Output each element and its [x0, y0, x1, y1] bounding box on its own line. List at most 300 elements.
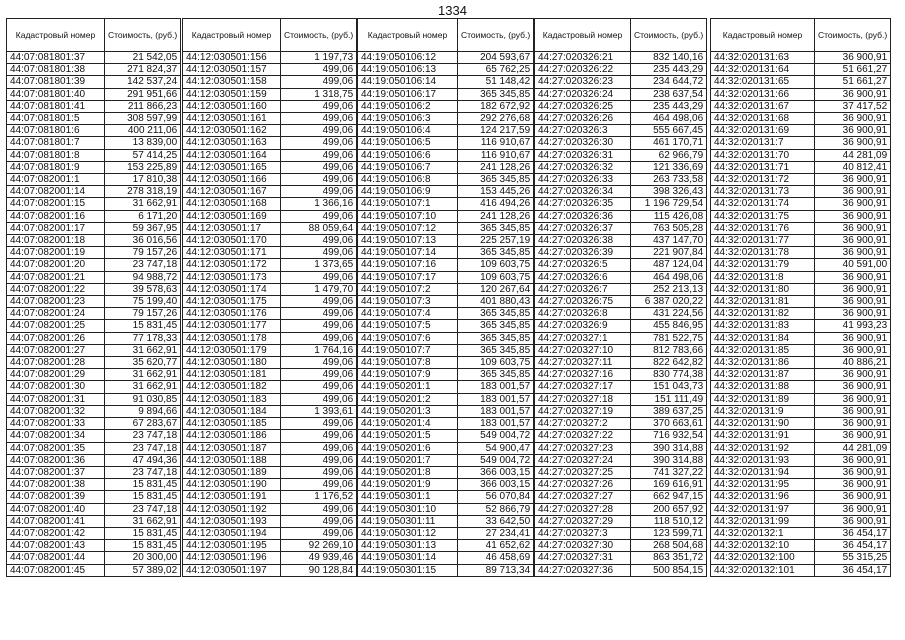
- cadastral-number-cell: 44:07:082001:20: [7, 259, 105, 271]
- cadastral-number-cell: 44:07:082001:45: [7, 564, 105, 576]
- cadastral-number-cell: 44:19:050201:7: [358, 454, 458, 466]
- table-row: [183, 430, 357, 442]
- cost-cell: 94 988,72: [105, 271, 181, 283]
- table-row: [358, 271, 534, 283]
- cadastral-number-cell: 44:12:030501:180: [183, 357, 281, 369]
- table-row: [183, 369, 357, 381]
- cost-cell: 36 900,91: [815, 491, 891, 503]
- cost-cell: 499,06: [281, 515, 357, 527]
- cadastral-number-cell: 44:27:020326:39: [535, 247, 631, 259]
- table-row: [7, 174, 181, 186]
- table-row: [358, 259, 534, 271]
- cadastral-number-cell: 44:32:020131:70: [711, 149, 815, 161]
- cadastral-number-cell: 44:32:020131:92: [711, 442, 815, 454]
- cadastral-number-cell: 44:12:030501:197: [183, 564, 281, 576]
- table-row: [535, 283, 707, 295]
- cadastral-number-cell: 44:19:050107:9: [358, 369, 458, 381]
- table-row: [358, 137, 534, 149]
- table-row: [7, 259, 181, 271]
- table-row: [358, 88, 534, 100]
- cadastral-number-cell: 44:32:020131:8: [711, 271, 815, 283]
- cost-cell: 36 900,91: [815, 283, 891, 295]
- cost-cell: 464 498,06: [631, 271, 707, 283]
- cost-cell: 499,06: [281, 149, 357, 161]
- cadastral-number-cell: 44:32:020131:96: [711, 491, 815, 503]
- table-row: [7, 100, 181, 112]
- cadastral-number-cell: 44:27:020326:24: [535, 88, 631, 100]
- table-row: [183, 125, 357, 137]
- cadastral-table: [182, 18, 357, 577]
- cost-cell: 499,06: [281, 442, 357, 454]
- cost-cell: 499,06: [281, 247, 357, 259]
- table-row: [711, 320, 891, 332]
- table-row: [183, 161, 357, 173]
- cadastral-number-cell: 44:19:050106:9: [358, 186, 458, 198]
- cadastral-number-cell: 44:12:030501:176: [183, 308, 281, 320]
- table-row: [358, 344, 534, 356]
- cost-cell: 499,06: [281, 174, 357, 186]
- cost-cell: 234 644,72: [631, 76, 707, 88]
- table-row: [535, 430, 707, 442]
- table-row: [183, 381, 357, 393]
- table-row: [7, 540, 181, 552]
- table-row: [7, 210, 181, 222]
- cost-cell: 6 387 020,22: [631, 296, 707, 308]
- cost-cell: 31 662,91: [105, 344, 181, 356]
- cost-cell: 33 642,50: [458, 515, 534, 527]
- cost-cell: 278 318,19: [105, 186, 181, 198]
- cost-cell: 36 900,91: [815, 369, 891, 381]
- cost-cell: 235 443,29: [631, 64, 707, 76]
- cost-cell: 23 747,18: [105, 430, 181, 442]
- table-row: [358, 393, 534, 405]
- cadastral-number-cell: 44:07:081801:41: [7, 100, 105, 112]
- cost-cell: 390 314,88: [631, 442, 707, 454]
- table-row: [7, 418, 181, 430]
- cost-cell: 499,06: [281, 186, 357, 198]
- cost-cell: 499,06: [281, 125, 357, 137]
- cadastral-number-cell: 44:19:050106:5: [358, 137, 458, 149]
- cost-cell: 499,06: [281, 503, 357, 515]
- cadastral-number-cell: 44:27:020326:6: [535, 271, 631, 283]
- table-row: [183, 174, 357, 186]
- cadastral-number-cell: 44:27:020327:2: [535, 418, 631, 430]
- cost-cell: 365 345,85: [458, 332, 534, 344]
- cost-cell: 27 234,41: [458, 527, 534, 539]
- cost-cell: 365 345,85: [458, 320, 534, 332]
- cost-cell: 36 900,91: [815, 186, 891, 198]
- cost-cell: 263 733,58: [631, 174, 707, 186]
- cadastral-number-cell: 44:27:020327:24: [535, 454, 631, 466]
- table-row: [358, 442, 534, 454]
- cost-cell: 1 479,70: [281, 283, 357, 295]
- cost-cell: 151 043,73: [631, 381, 707, 393]
- table-row: [535, 113, 707, 125]
- cost-cell: 9 894,66: [105, 405, 181, 417]
- table-row: [711, 125, 891, 137]
- cadastral-number-cell: 44:19:050201:3: [358, 405, 458, 417]
- table-row: [183, 503, 357, 515]
- cost-cell: 36 016,56: [105, 235, 181, 247]
- cost-cell: 36 900,91: [815, 344, 891, 356]
- cost-cell: 499,06: [281, 454, 357, 466]
- table-row: [183, 283, 357, 295]
- cadastral-number-cell: 44:07:082001:34: [7, 430, 105, 442]
- table-row: [358, 283, 534, 295]
- cost-cell: 1 373,65: [281, 259, 357, 271]
- table-row: [358, 64, 534, 76]
- table-row: [358, 174, 534, 186]
- cadastral-number-cell: 44:07:081801:6: [7, 125, 105, 137]
- table-row: [183, 186, 357, 198]
- table-column-4: [534, 18, 707, 577]
- table-row: [183, 357, 357, 369]
- table-row: [711, 64, 891, 76]
- table-row: [183, 454, 357, 466]
- cadastral-number-cell: 44:07:082001:42: [7, 527, 105, 539]
- table-row: [535, 357, 707, 369]
- cadastral-number-cell: 44:12:030501:183: [183, 393, 281, 405]
- table-row: [7, 454, 181, 466]
- cadastral-number-cell: 44:12:030501:17: [183, 222, 281, 234]
- cadastral-number-cell: 44:32:020131:76: [711, 222, 815, 234]
- table-row: [7, 113, 181, 125]
- table-row: [711, 442, 891, 454]
- cost-cell: 51 661,27: [815, 64, 891, 76]
- table-row: [183, 113, 357, 125]
- cost-cell: 499,06: [281, 210, 357, 222]
- table-row: [7, 479, 181, 491]
- cost-cell: 36 454,17: [815, 527, 891, 539]
- table-row: [535, 466, 707, 478]
- table-row: [183, 393, 357, 405]
- cost-cell: 36 900,91: [815, 198, 891, 210]
- table-row: [358, 76, 534, 88]
- cadastral-number-cell: 44:27:020327:19: [535, 405, 631, 417]
- table-row: [358, 308, 534, 320]
- cost-cell: 401 880,43: [458, 296, 534, 308]
- cadastral-number-cell: 44:07:081801:37: [7, 52, 105, 64]
- cost-cell: 49 939,46: [281, 552, 357, 564]
- table-row: [358, 430, 534, 442]
- cadastral-number-cell: 44:27:020327:29: [535, 515, 631, 527]
- cadastral-number-cell: 44:27:020326:35: [535, 198, 631, 210]
- table-row: [183, 198, 357, 210]
- table-row: [535, 442, 707, 454]
- cadastral-number-cell: 44:32:020131:89: [711, 393, 815, 405]
- table-row: [183, 64, 357, 76]
- cost-cell: 365 345,85: [458, 222, 534, 234]
- cadastral-number-cell: 44:07:082001:28: [7, 357, 105, 369]
- cost-cell: 40 591,00: [815, 259, 891, 271]
- table-row: [183, 88, 357, 100]
- cost-cell: 31 662,91: [105, 198, 181, 210]
- cadastral-number-cell: 44:27:020327:22: [535, 430, 631, 442]
- cadastral-number-cell: 44:19:050201:2: [358, 393, 458, 405]
- table-row: [535, 540, 707, 552]
- cadastral-number-cell: 44:12:030501:191: [183, 491, 281, 503]
- cost-cell: 153 445,26: [458, 186, 534, 198]
- cadastral-number-cell: 44:19:050106:8: [358, 174, 458, 186]
- cost-cell: 235 443,29: [631, 100, 707, 112]
- table-row: [535, 405, 707, 417]
- table-row: [711, 418, 891, 430]
- cadastral-number-cell: 44:32:020131:88: [711, 381, 815, 393]
- cadastral-number-cell: 44:32:020131:65: [711, 76, 815, 88]
- cadastral-number-cell: 44:07:082001:41: [7, 515, 105, 527]
- cost-cell: 57 389,02: [105, 564, 181, 576]
- table-row: [183, 222, 357, 234]
- cadastral-number-cell: 44:07:082001:36: [7, 454, 105, 466]
- table-row: [358, 381, 534, 393]
- table-column-1: [6, 18, 181, 577]
- table-row: [183, 52, 357, 64]
- cost-cell: 499,06: [281, 308, 357, 320]
- cadastral-number-cell: 44:27:020326:21: [535, 52, 631, 64]
- cost-cell: 21 542,05: [105, 52, 181, 64]
- cadastral-number-cell: 44:32:020131:9: [711, 405, 815, 417]
- cost-cell: 44 281,09: [815, 149, 891, 161]
- table-row: [711, 271, 891, 283]
- cadastral-table: [710, 18, 891, 577]
- cost-cell: 55 315,25: [815, 552, 891, 564]
- cadastral-number-cell: 44:07:082001:29: [7, 369, 105, 381]
- cadastral-number-cell: 44:32:020131:78: [711, 247, 815, 259]
- cadastral-number-cell: 44:12:030501:193: [183, 515, 281, 527]
- table-row: [711, 283, 891, 295]
- table-row: [535, 64, 707, 76]
- table-row: [535, 320, 707, 332]
- table-row: [711, 503, 891, 515]
- table-row: [711, 247, 891, 259]
- cadastral-number-cell: 44:27:020327:31: [535, 552, 631, 564]
- header-cadastral-number: Кадастровый номер: [358, 19, 458, 52]
- cost-cell: 1 764,16: [281, 344, 357, 356]
- table-row: [7, 198, 181, 210]
- table-column-2: [182, 18, 357, 577]
- table-row: [7, 515, 181, 527]
- cadastral-number-cell: 44:32:020131:71: [711, 161, 815, 173]
- table-row: [711, 393, 891, 405]
- cost-cell: 499,06: [281, 393, 357, 405]
- cadastral-number-cell: 44:32:020131:93: [711, 454, 815, 466]
- cadastral-number-cell: 44:07:082001:17: [7, 222, 105, 234]
- cadastral-number-cell: 44:27:020326:7: [535, 283, 631, 295]
- cadastral-number-cell: 44:07:082001:1: [7, 174, 105, 186]
- table-row: [535, 100, 707, 112]
- cadastral-number-cell: 44:07:082001:40: [7, 503, 105, 515]
- cost-cell: 365 345,85: [458, 308, 534, 320]
- header-cost: Стоимость, (руб.): [815, 19, 891, 52]
- cost-cell: 499,06: [281, 161, 357, 173]
- table-row: [535, 235, 707, 247]
- cost-cell: 20 300,00: [105, 552, 181, 564]
- cadastral-number-cell: 44:07:082001:35: [7, 442, 105, 454]
- table-row: [711, 186, 891, 198]
- table-row: [358, 247, 534, 259]
- cost-cell: 291 951,66: [105, 88, 181, 100]
- table-row: [535, 503, 707, 515]
- cadastral-number-cell: 44:32:020131:73: [711, 186, 815, 198]
- cost-cell: 77 178,33: [105, 332, 181, 344]
- cost-cell: 109 603,75: [458, 357, 534, 369]
- cadastral-table: [6, 18, 181, 577]
- table-row: [711, 430, 891, 442]
- table-row: [535, 259, 707, 271]
- cadastral-number-cell: 44:27:020327:11: [535, 357, 631, 369]
- table-row: [711, 454, 891, 466]
- cost-cell: 366 003,15: [458, 466, 534, 478]
- cadastral-number-cell: 44:07:082001:14: [7, 186, 105, 198]
- cadastral-number-cell: 44:07:081801:5: [7, 113, 105, 125]
- table-row: [535, 125, 707, 137]
- cadastral-number-cell: 44:07:082001:44: [7, 552, 105, 564]
- table-row: [358, 100, 534, 112]
- table-row: [711, 259, 891, 271]
- cost-cell: 15 831,45: [105, 320, 181, 332]
- table-row: [183, 149, 357, 161]
- cadastral-number-cell: 44:07:081801:39: [7, 76, 105, 88]
- cost-cell: 830 774,38: [631, 369, 707, 381]
- table-row: [535, 308, 707, 320]
- table-row: [711, 210, 891, 222]
- table-row: [711, 113, 891, 125]
- cost-cell: 365 345,85: [458, 174, 534, 186]
- cadastral-number-cell: 44:07:082001:23: [7, 296, 105, 308]
- table-row: [711, 479, 891, 491]
- table-row: [7, 64, 181, 76]
- cadastral-number-cell: 44:19:050201:6: [358, 442, 458, 454]
- cadastral-number-cell: 44:27:020326:31: [535, 149, 631, 161]
- header-cadastral-number: Кадастровый номер: [7, 19, 105, 52]
- cadastral-number-cell: 44:19:050107:1: [358, 198, 458, 210]
- cadastral-number-cell: 44:27:020326:36: [535, 210, 631, 222]
- cadastral-number-cell: 44:19:050301:13: [358, 540, 458, 552]
- cost-cell: 36 454,17: [815, 564, 891, 576]
- cadastral-number-cell: 44:19:050106:17: [358, 88, 458, 100]
- cost-cell: 92 269,10: [281, 540, 357, 552]
- table-row: [183, 308, 357, 320]
- cost-cell: 23 747,18: [105, 259, 181, 271]
- table-row: [711, 466, 891, 478]
- cadastral-number-cell: 44:12:030501:177: [183, 320, 281, 332]
- cost-cell: 365 345,85: [458, 369, 534, 381]
- table-row: [7, 137, 181, 149]
- table-row: [358, 454, 534, 466]
- cost-cell: 366 003,15: [458, 479, 534, 491]
- cost-cell: 36 900,91: [815, 418, 891, 430]
- cadastral-number-cell: 44:32:020131:67: [711, 100, 815, 112]
- cadastral-number-cell: 44:19:050107:14: [358, 247, 458, 259]
- cost-cell: 169 616,91: [631, 479, 707, 491]
- table-row: [358, 357, 534, 369]
- cadastral-number-cell: 44:32:020131:97: [711, 503, 815, 515]
- table-row: [535, 418, 707, 430]
- table-row: [7, 357, 181, 369]
- table-row: [535, 186, 707, 198]
- cost-cell: 1 393,61: [281, 405, 357, 417]
- table-row: [183, 235, 357, 247]
- table-row: [183, 527, 357, 539]
- cadastral-number-cell: 44:12:030501:168: [183, 198, 281, 210]
- table-row: [7, 320, 181, 332]
- cadastral-number-cell: 44:19:050107:7: [358, 344, 458, 356]
- cadastral-number-cell: 44:19:050201:5: [358, 430, 458, 442]
- cost-cell: 431 224,56: [631, 308, 707, 320]
- cadastral-number-cell: 44:19:050107:17: [358, 271, 458, 283]
- cadastral-number-cell: 44:27:020327:28: [535, 503, 631, 515]
- cost-cell: 400 211,06: [105, 125, 181, 137]
- cadastral-number-cell: 44:27:020326:30: [535, 137, 631, 149]
- cadastral-number-cell: 44:07:082001:37: [7, 466, 105, 478]
- table-header-row: [183, 19, 357, 52]
- cadastral-number-cell: 44:27:020327:27: [535, 491, 631, 503]
- table-row: [711, 369, 891, 381]
- cost-cell: 15 831,45: [105, 491, 181, 503]
- cost-cell: 46 458,69: [458, 552, 534, 564]
- table-row: [358, 466, 534, 478]
- table-row: [358, 540, 534, 552]
- cadastral-number-cell: 44:07:082001:32: [7, 405, 105, 417]
- cadastral-number-cell: 44:32:020132:100: [711, 552, 815, 564]
- cadastral-number-cell: 44:07:082001:26: [7, 332, 105, 344]
- cadastral-number-cell: 44:19:050107:16: [358, 259, 458, 271]
- cadastral-number-cell: 44:12:030501:182: [183, 381, 281, 393]
- table-row: [535, 381, 707, 393]
- cost-cell: 153 225,89: [105, 161, 181, 173]
- cadastral-number-cell: 44:07:082001:15: [7, 198, 105, 210]
- table-row: [7, 308, 181, 320]
- cost-cell: 36 900,91: [815, 88, 891, 100]
- cost-cell: 499,06: [281, 320, 357, 332]
- cadastral-number-cell: 44:32:020131:83: [711, 320, 815, 332]
- cadastral-number-cell: 44:27:020327:16: [535, 369, 631, 381]
- table-row: [358, 198, 534, 210]
- cost-cell: 183 001,57: [458, 381, 534, 393]
- cost-cell: 36 900,91: [815, 405, 891, 417]
- cost-cell: 115 426,08: [631, 210, 707, 222]
- table-row: [535, 222, 707, 234]
- table-row: [711, 491, 891, 503]
- cost-cell: 52 866,79: [458, 503, 534, 515]
- cost-cell: 549 004,72: [458, 454, 534, 466]
- table-row: [711, 198, 891, 210]
- header-cost: Стоимость, (руб.): [281, 19, 357, 52]
- cost-cell: 36 900,91: [815, 466, 891, 478]
- cadastral-number-cell: 44:12:030501:184: [183, 405, 281, 417]
- table-row: [535, 515, 707, 527]
- table-row: [7, 564, 181, 576]
- table-row: [535, 247, 707, 259]
- cadastral-number-cell: 44:07:082001:39: [7, 491, 105, 503]
- cadastral-number-cell: 44:19:050301:11: [358, 515, 458, 527]
- table-row: [7, 235, 181, 247]
- cost-cell: 437 147,70: [631, 235, 707, 247]
- cadastral-number-cell: 44:27:020326:9: [535, 320, 631, 332]
- table-row: [183, 137, 357, 149]
- table-header-row: [7, 19, 181, 52]
- cadastral-number-cell: 44:12:030501:167: [183, 186, 281, 198]
- cost-cell: 500 854,15: [631, 564, 707, 576]
- table-row: [7, 527, 181, 539]
- cost-cell: 487 124,04: [631, 259, 707, 271]
- cost-cell: 31 662,91: [105, 381, 181, 393]
- table-row: [7, 149, 181, 161]
- cadastral-number-cell: 44:07:081801:38: [7, 64, 105, 76]
- cadastral-number-cell: 44:19:050106:14: [358, 76, 458, 88]
- cost-cell: 36 900,91: [815, 479, 891, 491]
- table-row: [535, 552, 707, 564]
